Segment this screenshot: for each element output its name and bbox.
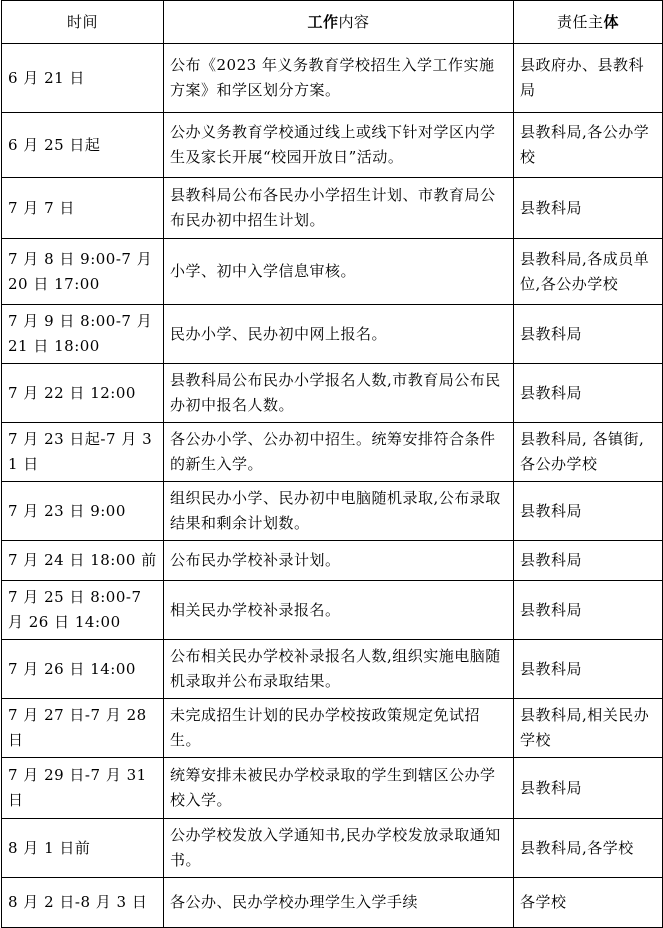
table-row bbox=[2, 423, 663, 482]
table-row bbox=[2, 239, 663, 305]
content-cell: 民办小学、民办初中网上报名。 bbox=[164, 305, 514, 364]
time-cell: 7 月 23 日起-7 月 31 日 bbox=[2, 423, 164, 482]
time-cell: 6 月 25 日起 bbox=[2, 113, 164, 178]
header-time-label: 时间 bbox=[66, 12, 98, 31]
time-cell: 7 月 7 日 bbox=[2, 178, 164, 239]
table-header-row bbox=[2, 1, 663, 44]
time-cell: 7 月 22 日 12:00 bbox=[2, 364, 164, 423]
header-subject bbox=[514, 1, 663, 44]
time-cell: 7 月 26 日 14:00 bbox=[2, 640, 164, 699]
subject-cell: 县教科局 bbox=[514, 482, 663, 541]
subject-cell: 县教科局, 各镇街, 各公办学校 bbox=[514, 423, 663, 482]
time-cell: 7 月 27 日-7 月 28 日 bbox=[2, 699, 164, 758]
table-row bbox=[2, 482, 663, 541]
subject-cell: 各学校 bbox=[514, 878, 663, 928]
subject-cell: 县教科局,相关民办学校 bbox=[514, 699, 663, 758]
time-cell: 7 月 9 日 8:00-7 月 21 日 18:00 bbox=[2, 305, 164, 364]
time-cell: 6 月 21 日 bbox=[2, 44, 164, 113]
enrollment-schedule-table bbox=[1, 0, 663, 928]
content-cell: 公布民办学校补录计划。 bbox=[164, 541, 514, 581]
content-cell: 公布《2023 年义务教育学校招生入学工作实施方案》和学区划分方案。 bbox=[164, 44, 514, 113]
subject-cell: 县教科局 bbox=[514, 305, 663, 364]
header-time bbox=[2, 1, 164, 44]
content-cell: 公办学校发放入学通知书,民办学校发放录取通知书。 bbox=[164, 819, 514, 878]
subject-cell: 县教科局 bbox=[514, 178, 663, 239]
content-cell: 统筹安排未被民办学校录取的学生到辖区公办学校入学。 bbox=[164, 758, 514, 819]
table-row bbox=[2, 113, 663, 178]
content-cell: 未完成招生计划的民办学校按政策规定免试招生。 bbox=[164, 699, 514, 758]
subject-cell: 县教科局 bbox=[514, 581, 663, 640]
table-row bbox=[2, 758, 663, 819]
time-cell: 7 月 24 日 18:00 前 bbox=[2, 541, 164, 581]
subject-cell: 县教科局 bbox=[514, 364, 663, 423]
subject-cell: 县教科局 bbox=[514, 640, 663, 699]
table-row bbox=[2, 44, 663, 113]
content-cell: 小学、初中入学信息审核。 bbox=[164, 239, 514, 305]
time-cell: 7 月 29 日-7 月 31 日 bbox=[2, 758, 164, 819]
subject-cell: 县政府办、县教科局 bbox=[514, 44, 663, 113]
time-cell: 7 月 23 日 9:00 bbox=[2, 482, 164, 541]
table-row bbox=[2, 178, 663, 239]
content-cell: 公办义务教育学校通过线上或线下针对学区内学生及家长开展“校园开放日”活动。 bbox=[164, 113, 514, 178]
subject-cell: 县教科局,各公办学校 bbox=[514, 113, 663, 178]
content-cell: 县教科局公布各民办小学招生计划、市教育局公布民办初中招生计划。 bbox=[164, 178, 514, 239]
table-row bbox=[2, 699, 663, 758]
content-cell: 组织民办小学、民办初中电脑随机录取,公布录取结果和剩余计划数。 bbox=[164, 482, 514, 541]
header-content-bold: 工作 bbox=[307, 12, 339, 31]
header-subject-bold: 体 bbox=[603, 12, 620, 31]
table-row bbox=[2, 364, 663, 423]
header-content bbox=[164, 1, 514, 44]
content-cell: 县教科局公布民办小学报名人数,市教育局公布民办初中报名人数。 bbox=[164, 364, 514, 423]
content-cell: 相关民办学校补录报名。 bbox=[164, 581, 514, 640]
table-row bbox=[2, 819, 663, 878]
subject-cell: 县教科局,各学校 bbox=[514, 819, 663, 878]
content-cell: 公布相关民办学校补录报名人数,组织实施电脑随机录取并公布录取结果。 bbox=[164, 640, 514, 699]
subject-cell: 县教科局 bbox=[514, 541, 663, 581]
content-cell: 各公办小学、公办初中招生。统筹安排符合条件的新生入学。 bbox=[164, 423, 514, 482]
content-cell: 各公办、民办学校办理学生入学手续 bbox=[164, 878, 514, 928]
time-cell: 7 月 25 日 8:00-7 月 26 日 14:00 bbox=[2, 581, 164, 640]
table-body bbox=[2, 44, 663, 928]
table-row bbox=[2, 541, 663, 581]
table-row bbox=[2, 640, 663, 699]
subject-cell: 县教科局,各成员单位,各公办学校 bbox=[514, 239, 663, 305]
subject-cell: 县教科局 bbox=[514, 758, 663, 819]
table-row bbox=[2, 305, 663, 364]
time-cell: 7 月 8 日 9:00-7 月 20 日 17:00 bbox=[2, 239, 164, 305]
time-cell: 8 月 2 日-8 月 3 日 bbox=[2, 878, 164, 928]
table-row bbox=[2, 878, 663, 928]
table-row bbox=[2, 581, 663, 640]
header-content-rest: 内容 bbox=[338, 12, 370, 31]
header-subject-rest: 责任主 bbox=[556, 12, 604, 31]
time-cell: 8 月 1 日前 bbox=[2, 819, 164, 878]
